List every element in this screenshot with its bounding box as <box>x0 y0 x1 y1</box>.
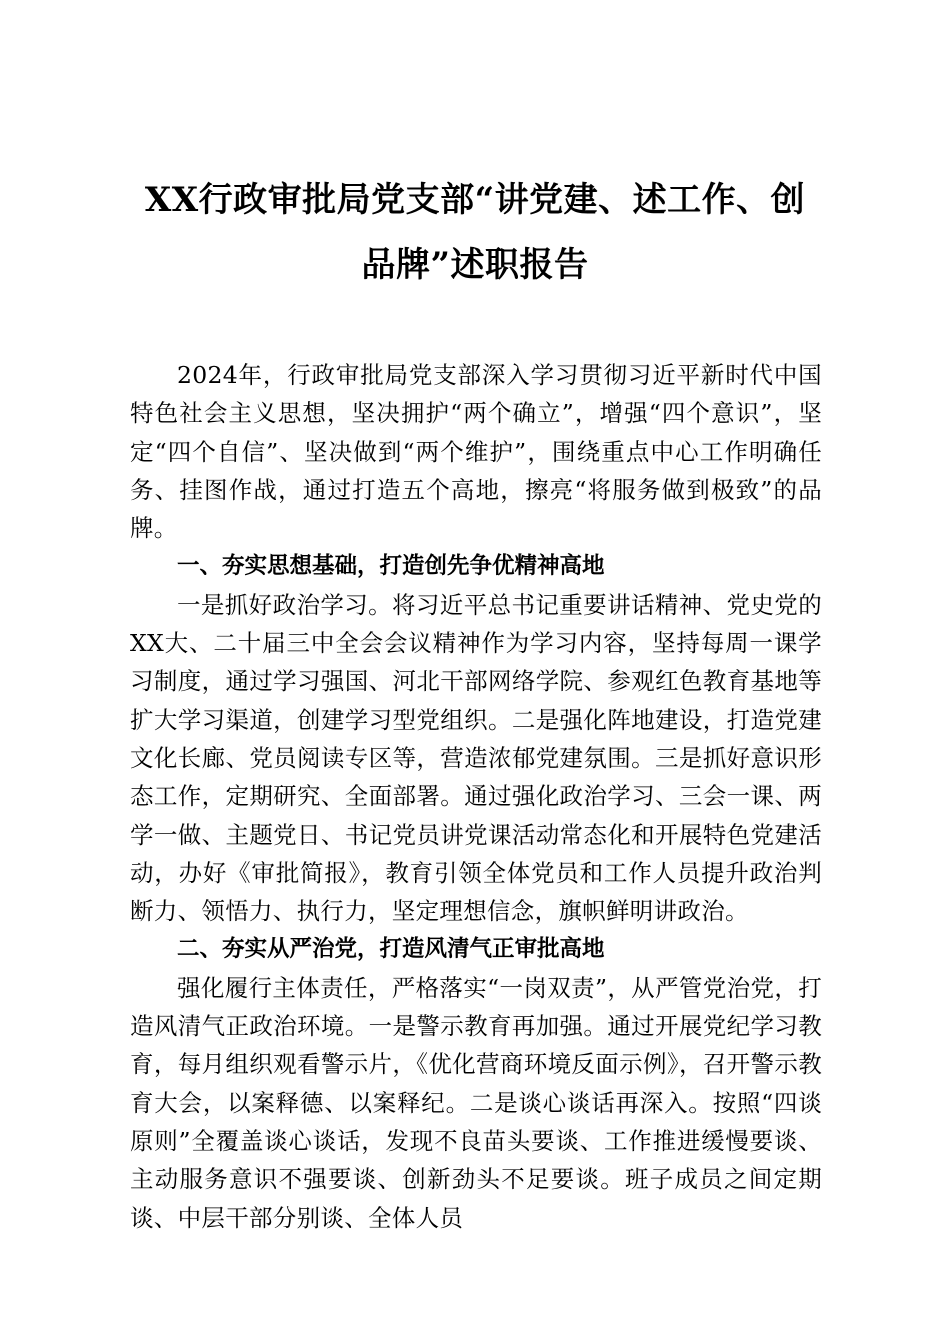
title-line-1: XX行政审批局党支部“讲党建、述工作、创 <box>144 180 806 220</box>
document-title <box>118 168 832 298</box>
section-1-paragraph: 一是抓好政治学习。将习近平总书记重要讲话精神、党史党的XX大、二十届三中全会会议精神作为学习内容，坚持每周一课学习制度，通过学习强国、河北干部网络学院、参观红色教育基地等扩大学习渠道，创建学习型党组织。二是强化阵地建设，打造党建文化长廊、党员阅读专区等，营造浓郁党建氛围。三是抓好意识形态工作，定期研究、全面部署。通过强化政治学习、三会一课、两学一做、主题党日、书记党员讲党课活动常态化和开展特色党建活动，办好《审批简报》，教育引领全体党员和工作人员提升政治判断力、领悟力、执行力，坚定理想信念，旗帜鲜明讲政治。 <box>130 590 822 926</box>
section-2-paragraph: 强化履行主体责任，严格落实“一岗双责”，从严管党治党，打造风清气正政治环境。一是警示教育再加强。通过开展党纪学习教育，每月组织观看警示片，《优化营商环境反面示例》，召开警示教育大会，以案释德、以案释纪。二是谈心谈话再深入。按照“四谈原则”全覆盖谈心谈话，发现不良苗头要谈、工作推进缓慢要谈、主动服务意识不强要谈、创新劲头不足要谈。班子成员之间定期谈、中层干部分别谈、全体人员 <box>130 973 822 1232</box>
title-line-2: 品牌”述职报告 <box>361 245 589 285</box>
document-body <box>130 356 822 1237</box>
intro-paragraph: 2024年，行政审批局党支部深入学习贯彻习近平新时代中国特色社会主义思想，坚决拥护“两个确立”，增强“四个意识”，坚定“四个自信”、坚决做到“两个维护”，围绕重点中心工作明确任务、挂图作战，通过打造五个高地，擦亮“将服务做到极致”的品牌。 <box>130 361 822 543</box>
section-1-heading: 一、夯实思想基础，打造创先争优精神高地 <box>177 553 605 580</box>
section-2-heading: 二、夯实从严治党，打造风清气正审批高地 <box>177 936 605 963</box>
